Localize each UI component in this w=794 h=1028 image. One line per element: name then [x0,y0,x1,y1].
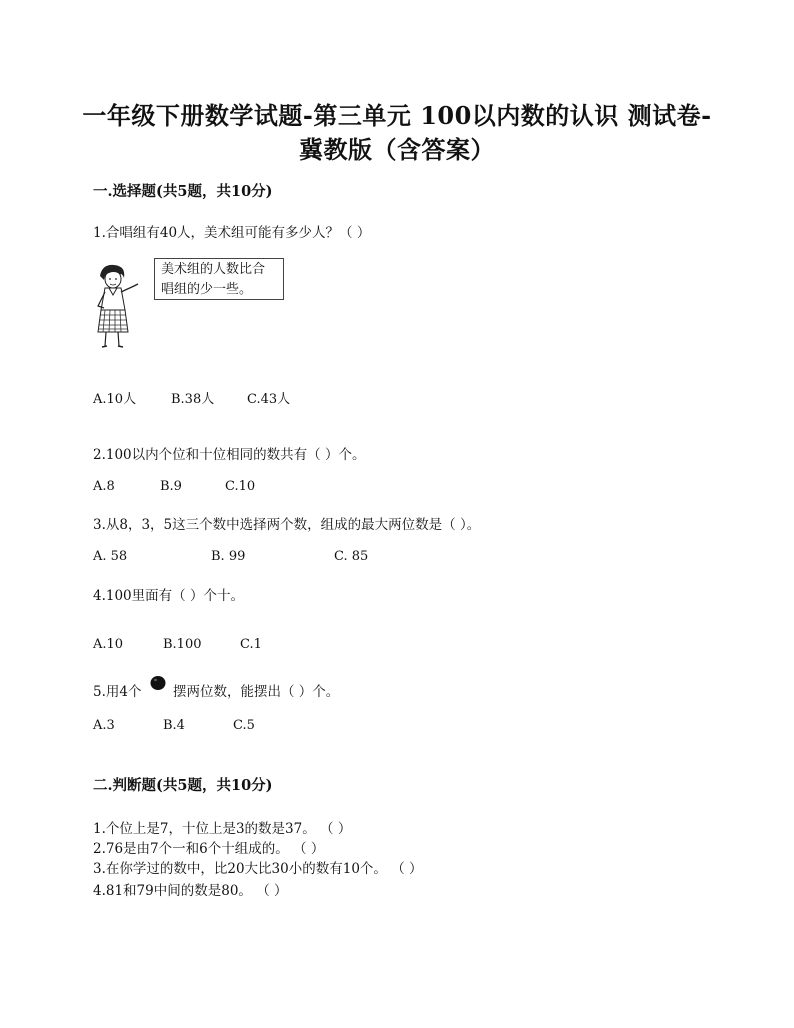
q4-option-b: B.100 [163,637,202,652]
judgement-item-4: 4.81和79中间的数是80。 （ ） [93,883,288,899]
q4-option-c: C.1 [240,637,262,652]
title-line-2: 冀教版（含答案） [299,135,495,164]
q2-option-b: B.9 [160,479,182,494]
title-line-1: 一年级下册数学试题-第三单元 100以内数的认识 测试卷- [82,101,712,130]
speech-bubble [154,258,284,300]
question-3-text: 3.从8，3，5这三个数中选择两个数，组成的最大两位数是（ ）。 [93,517,481,533]
q2-option-a: A.8 [93,479,115,494]
speech-line-1: 美术组的人数比合 [161,262,266,277]
question-5-text-after: 摆两位数，能摆出（ ）个。 [173,684,340,700]
question-4-text: 4.100里面有（ ）个十。 [93,588,244,604]
question-1-text: 1.合唱组有40人，美术组可能有多少人？（ ） [93,225,371,241]
q3-option-c: C. 85 [334,549,369,564]
q4-option-a: A.10 [93,637,124,652]
q5-option-a: A.3 [93,718,115,733]
black-dot-icon [150,675,166,691]
judgement-item-1: 1.个位上是7，十位上是3的数是37。 （ ） [93,821,352,837]
question-5-text-before: 5.用4个 [93,684,142,700]
judgement-item-3: 3.在你学过的数中，比20大比30小的数有10个。 （ ） [93,861,423,877]
section-heading-choice: 一.选择题(共5题，共10分) [93,183,273,200]
speech-line-2: 唱组的少一些。 [161,282,253,297]
section-heading-judgement: 二.判断题(共5题，共10分) [93,777,273,794]
q1-option-c: C.43人 [247,392,291,407]
question-2-text: 2.100以内个位和十位相同的数共有（ ）个。 [93,447,366,463]
q1-option-b: B.38人 [171,392,215,407]
judgement-item-2: 2.76是由7个一和6个十组成的。 （ ） [93,841,325,857]
q2-option-c: C.10 [225,479,256,494]
teacher-illustration [90,262,150,350]
q5-option-c: C.5 [233,718,255,733]
q3-option-b: B. 99 [211,549,246,564]
q5-option-b: B.4 [163,718,185,733]
q1-option-a: A.10人 [93,392,137,407]
q3-option-a: A. 58 [93,549,128,564]
